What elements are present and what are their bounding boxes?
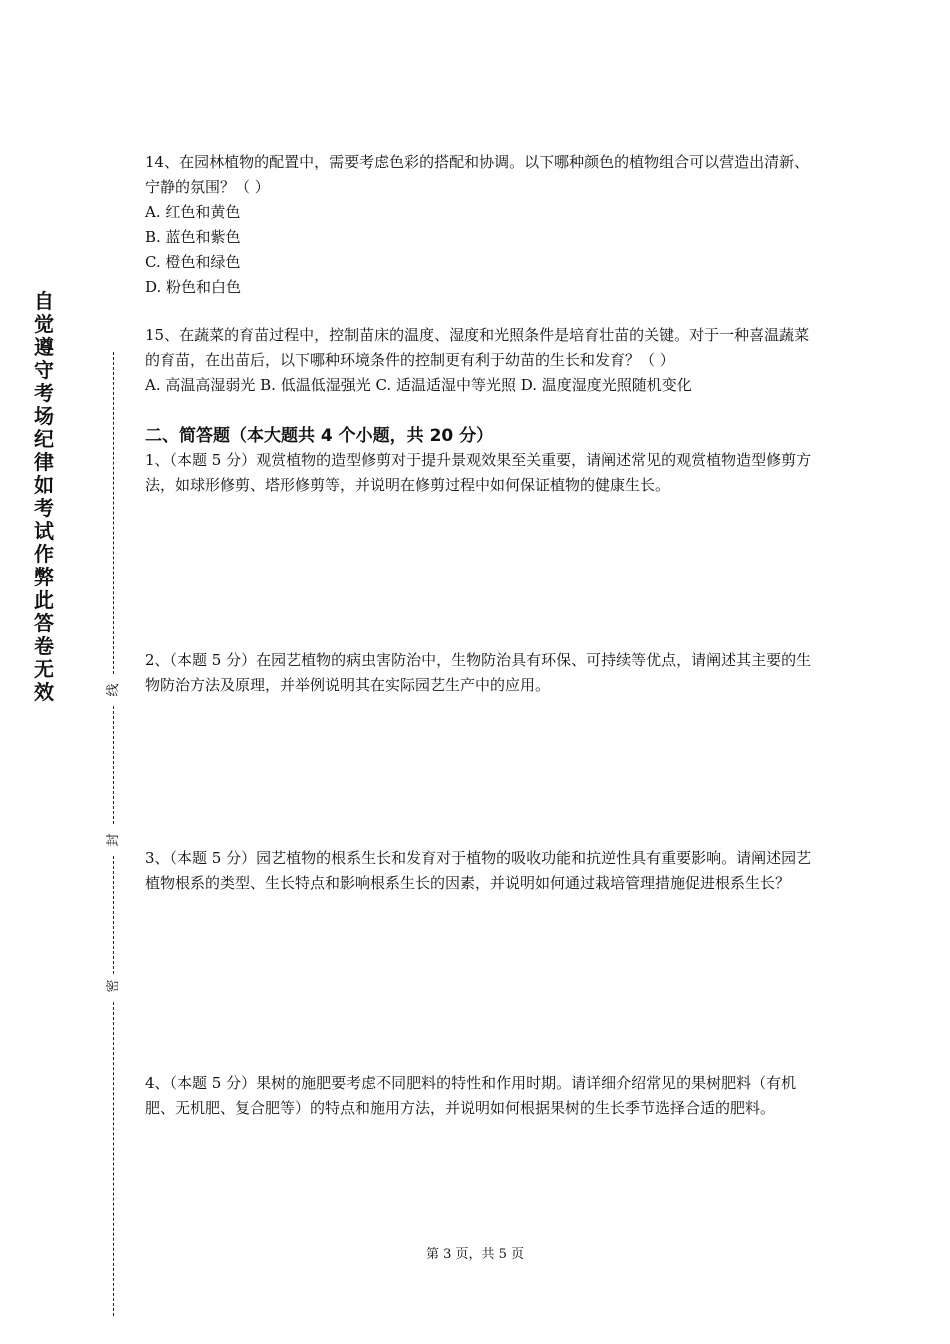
question-15-options: A. 高温高湿弱光 B. 低温低湿强光 C. 适温适湿中等光照 D. 温度湿度光照随机变化: [145, 376, 692, 394]
question-14-stem: 14、在园林植物的配置中，需要考虑色彩的搭配和协调。以下哪种颜色的植物组合可以营造出清新、宁静的氛围？（ ）: [145, 153, 810, 196]
question-14-option-c: C. 橙色和绿色: [145, 253, 241, 271]
section-2-title: 二、简答题（本大题共 4 个小题，共 20 分）: [145, 426, 494, 446]
question-14-option-d: D. 粉色和白色: [145, 278, 242, 296]
short-answer-question-2: [145, 648, 815, 698]
exam-discipline-notice: 自觉遵守考场纪律如考试作弊此答卷无效: [34, 289, 54, 704]
short-answer-question-4: [145, 1071, 815, 1121]
short-answer-question-3-text: 3、（本题 5 分）园艺植物的根系生长和发育对于植物的吸收功能和抗逆性具有重要影响。请阐述园艺植物根系的类型、生长特点和影响根系生长的因素，并说明如何通过栽培管理措施促进根系生长？: [145, 849, 812, 892]
question-15-stem: 15、在蔬菜的育苗过程中，控制苗床的温度、湿度和光照条件是培育壮苗的关键。对于一种喜温蔬菜的育苗，在出苗后，以下哪种环境条件的控制更有利于幼苗的生长和发育？（ ）: [145, 326, 810, 369]
page-number: 第 3 页，共 5 页: [425, 1247, 525, 1262]
short-answer-question-1: [145, 448, 815, 498]
binding-dashed-line-top: [113, 352, 114, 674]
binding-label-secret: 密: [106, 979, 121, 993]
short-answer-question-3: [145, 846, 815, 896]
question-14-option-b: B. 蓝色和紫色: [145, 228, 241, 246]
question-14-option-a: A. 红色和黄色: [145, 203, 241, 221]
binding-label-line: 线: [106, 683, 121, 697]
binding-dashed-line-mid1: [113, 706, 114, 824]
binding-dashed-line-bottom: [113, 1002, 114, 1316]
short-answer-question-1-text: 1、（本题 5 分）观赏植物的造型修剪对于提升景观效果至关重要，请阐述常见的观赏植物造型修剪方法，如球形修剪、塔形修剪等，并说明在修剪过程中如何保证植物的健康生长。: [145, 451, 812, 494]
binding-dashed-line-mid2: [113, 856, 114, 974]
binding-label-seal: 封: [106, 833, 121, 847]
short-answer-question-4-text: 4、（本题 5 分）果树的施肥要考虑不同肥料的特性和作用时期。请详细介绍常见的果树肥料（有机肥、无机肥、复合肥等）的特点和施用方法，并说明如何根据果树的生长季节选择合适的肥料。: [145, 1074, 797, 1117]
short-answer-question-2-text: 2、（本题 5 分）在园艺植物的病虫害防治中，生物防治具有环保、可持续等优点，请阐述其主要的生物防治方法及原理，并举例说明其在实际园艺生产中的应用。: [145, 651, 812, 694]
question-14: [145, 150, 815, 300]
question-15: [145, 323, 815, 398]
